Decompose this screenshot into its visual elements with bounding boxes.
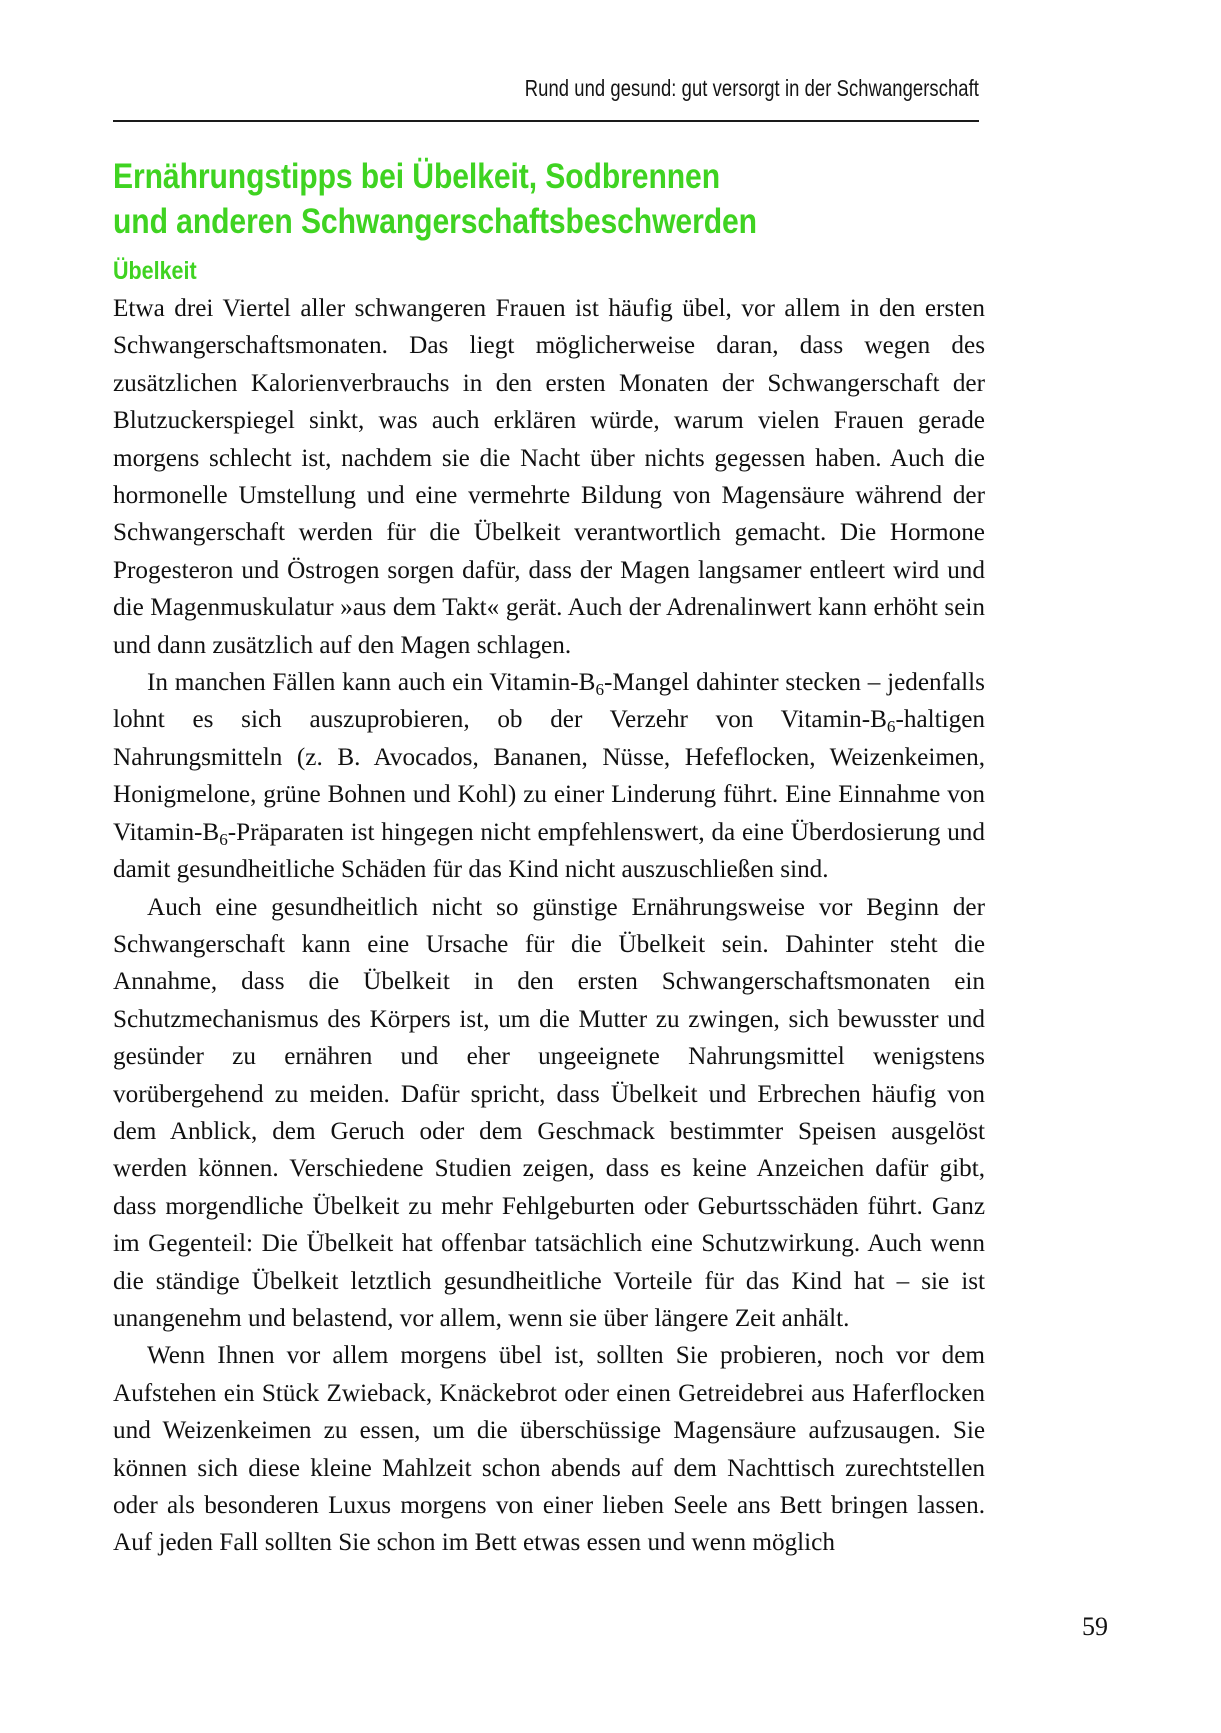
paragraph-2-segment-c: -haltigen Nahrungsmitteln (z. B. Avocados, Bananen, Nüsse, Hefeflocken, Weizenkeimen, Honigmelone, grüne Bohnen und Kohl) zu einer Linderung führt. Eine Einnahme von Vitamin-B <box>113 706 985 846</box>
running-head: Rund und gesund: gut versorgt in der Schwangerschaft <box>524 75 979 101</box>
section-subheading: Übelkeit <box>113 257 197 285</box>
page-title <box>113 154 993 244</box>
header-rule <box>113 120 979 122</box>
running-head-container <box>113 74 979 103</box>
paragraph-2-segment-b: -Mangel dahinter stecken – jedenfalls lohnt es sich auszuprobieren, ob der Verzehr von Vitamin-B <box>113 669 985 734</box>
body-text-column <box>113 290 985 1562</box>
paragraph-2-segment-d: -Präparaten ist hingegen nicht empfehlenswert, da eine Überdosierung und damit gesundheitliche Schäden für das Kind nicht auszuschließen sind. <box>113 818 985 884</box>
page-title-line-1: Ernährungstipps bei Übelkeit, Sodbrennen <box>113 157 720 196</box>
paragraph-1: Etwa drei Viertel aller schwangeren Frauen ist häufig übel, vor allem in den ersten Schwangerschaftsmonaten. Das liegt möglicherweise daran, dass wegen des zusätzlichen Kalorienverbrauchs in den ersten Monaten der Schwangerschaft der Blutzuckerspiegel sinkt, was auch erklären würde, warum vielen Frauen gerade morgens schlecht ist, nachdem sie die Nacht über nichts gegessen haben. Auch die hormonelle Umstellung und eine vermehrte Bildung von Magensäure während der Schwangerschaft werden für die Übelkeit verantwortlich gemacht. Die Hormone Progesteron und Östrogen sorgen dafür, dass der Magen langsamer entleert wird und die Magenmuskulatur »aus dem Takt« gerät. Auch der Adrenalinwert kann erhöht sein und dann zusätzlich auf den Magen schlagen. <box>113 295 985 659</box>
paragraph-2 <box>113 664 985 888</box>
vitamin-b6-subscript-3: 6 <box>219 829 228 849</box>
paragraph-2-segment-a: In manchen Fällen kann auch ein Vitamin-B <box>147 669 596 697</box>
vitamin-b6-subscript-2: 6 <box>886 717 896 737</box>
paragraph-4: Wenn Ihnen vor allem morgens übel ist, sollten Sie probieren, noch vor dem Aufstehen ein Stück Zwieback, Knäckebrot oder einen Getreidebrei aus Haferflocken und Weizenkeimen zu essen, um die überschüssige Magensäure aufzusaugen. Sie können sich diese kleine Mahlzeit schon abends auf dem Nachttisch zurechtstellen oder als besonderen Luxus morgens von einer lieben Seele ans Bett bringen lassen. Auf jeden Fall sollten Sie schon im Bett etwas essen und wenn möglich <box>113 1342 985 1557</box>
paragraph-3: Auch eine gesundheitlich nicht so günstige Ernährungsweise vor Beginn der Schwangerschaft kann eine Ursache für die Übelkeit sein. Dahinter steht die Annahme, dass die Übelkeit in den ersten Schwangerschaftsmonaten ein Schutzmechanismus des Körpers ist, um die Mutter zu zwingen, sich bewusster und gesünder zu ernähren und eher ungeeignete Nahrungsmittel wenigstens vorübergehend zu meiden. Dafür spricht, dass Übelkeit und Erbrechen häufig von dem Anblick, dem Geruch oder dem Geschmack bestimmter Speisen ausgelöst werden können. Verschiedene Studien zeigen, dass es keine Anzeichen dafür gibt, dass morgendliche Übelkeit zu mehr Fehlgeburten oder Geburtsschäden führt. Ganz im Gegenteil: Die Übelkeit hat offenbar tatsächlich eine Schutzwirkung. Auch wenn die ständige Übelkeit letztlich gesundheitliche Vorteile für das Kind hat – sie ist unangenehm und belastend, vor allem, wenn sie über längere Zeit anhält. <box>113 893 985 1332</box>
vitamin-b6-subscript-1: 6 <box>595 679 605 699</box>
page-title-line-2: und anderen Schwangerschaftsbeschwerden <box>113 202 757 241</box>
page-number: 59 <box>1082 1612 1108 1641</box>
